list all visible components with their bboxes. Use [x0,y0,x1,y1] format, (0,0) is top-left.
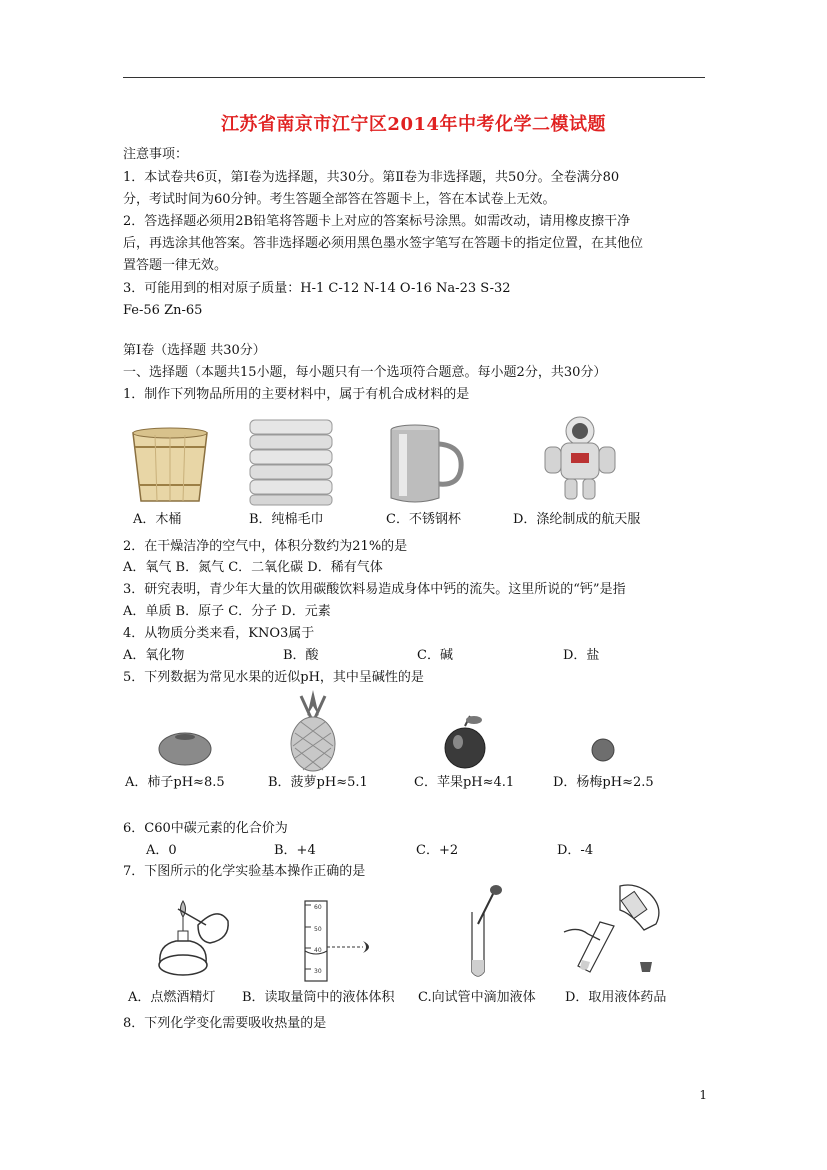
header-rule [123,77,705,78]
option-label: A．木桶 [133,512,182,527]
option-label: D．-4 [557,843,594,858]
spacesuit-image [535,413,625,503]
question-3-stem: 3．研究表明，青少年大量的饮用碳酸饮料易造成身体中钙的流失。这里所说的“钙”是指 [123,582,626,597]
towels-image [245,415,340,507]
notice-heading: 注意事项： [123,147,189,162]
pineapple-image [283,688,343,773]
option-label: B．纯棉毛巾 [249,512,324,527]
question-3-options: A．单质 B．原子 C．分子 D．元素 [123,604,331,619]
question-7-stem: 7．下图所示的化学实验基本操作正确的是 [123,864,366,879]
question-5-stem: 5．下列数据为常见水果的近似pH，其中呈碱性的是 [123,670,424,685]
cylinder-tick: 50 [314,926,322,933]
option-label: A．柿子pH≈8.5 [125,775,225,790]
cylinder-tick: 30 [314,968,322,975]
apple-image [440,712,490,772]
notice-line: 3．可能用到的相对原子质量：H-1 C-12 N-14 O-16 Na-23 S-32 [123,281,511,296]
notice-line: 分，考试时间为60分钟。考生答题全部答在答题卡上，答在本试卷上无效。 [123,192,556,207]
notice-line: 后，再选涂其他答案。答非选择题必须用黑色墨水签字笔写在答题卡的指定位置，在其他位 [123,236,644,251]
notice-line: 置答题一律无效。 [123,258,228,273]
page-number: 1 [699,1088,707,1102]
test-tube-dropper-image [460,882,510,982]
option-label: B．读取量筒中的液体体积 [242,990,395,1005]
notice-line: 1．本试卷共6页，第Ⅰ卷为选择题，共30分。第Ⅱ卷为非选择题，共50分。全卷满分80 [123,170,620,185]
option-label: A．0 [146,843,177,858]
option-label: C.向试管中滴加液体 [418,990,536,1005]
pouring-liquid-image [560,880,670,980]
option-label: D．涤纶制成的航天服 [513,512,641,527]
option-label: C．碱 [417,648,453,663]
section-heading: 第Ⅰ卷（选择题 共30分） [123,343,266,358]
measuring-cylinder-image [295,897,385,987]
option-label: D．取用液体药品 [565,990,667,1005]
option-label: C．+2 [416,843,459,858]
wooden-bucket-image [125,425,215,507]
question-8-stem: 8．下列化学变化需要吸收热量的是 [123,1016,327,1031]
option-label: D．盐 [563,648,600,663]
question-2-stem: 2．在干燥洁净的空气中，体积分数约为21%的是 [123,539,408,554]
bayberry-image [588,735,618,765]
notice-line: Fe-56 Zn-65 [123,303,203,318]
cylinder-tick: 40 [314,947,322,954]
option-label: A．点燃酒精灯 [128,990,216,1005]
alcohol-lamp-image [148,895,238,980]
option-label: B．+4 [274,843,316,858]
option-label: B．酸 [283,648,319,663]
option-label: A．氧化物 [123,648,185,663]
option-label: C．不锈钢杯 [386,512,461,527]
cylinder-tick: 60 [314,904,322,911]
option-label: C．苹果pH≈4.1 [414,775,515,790]
question-2-options: A．氧气 B．氮气 C．二氧化碳 D．稀有气体 [123,560,383,575]
page-title: 江苏省南京市江宁区2014年中考化学二模试题 [220,114,607,135]
persimmon-image [155,725,215,770]
question-1-stem: 1．制作下列物品所用的主要材料中，属于有机合成材料的是 [123,387,470,402]
option-label: B．菠萝pH≈5.1 [268,775,368,790]
question-6-stem: 6．C60中碳元素的化合价为 [123,821,288,836]
option-label: D．杨梅pH≈2.5 [553,775,654,790]
steel-cup-image [385,420,470,505]
notice-line: 2．答选择题必须用2B铅笔将答题卡上对应的答案标号涂黑。如需改动，请用橡皮擦干净 [123,214,631,229]
section-intro: 一、选择题（本题共15小题，每小题只有一个选项符合题意。每小题2分，共30分） [123,365,607,380]
question-4-stem: 4．从物质分类来看，KNO3属于 [123,626,315,641]
